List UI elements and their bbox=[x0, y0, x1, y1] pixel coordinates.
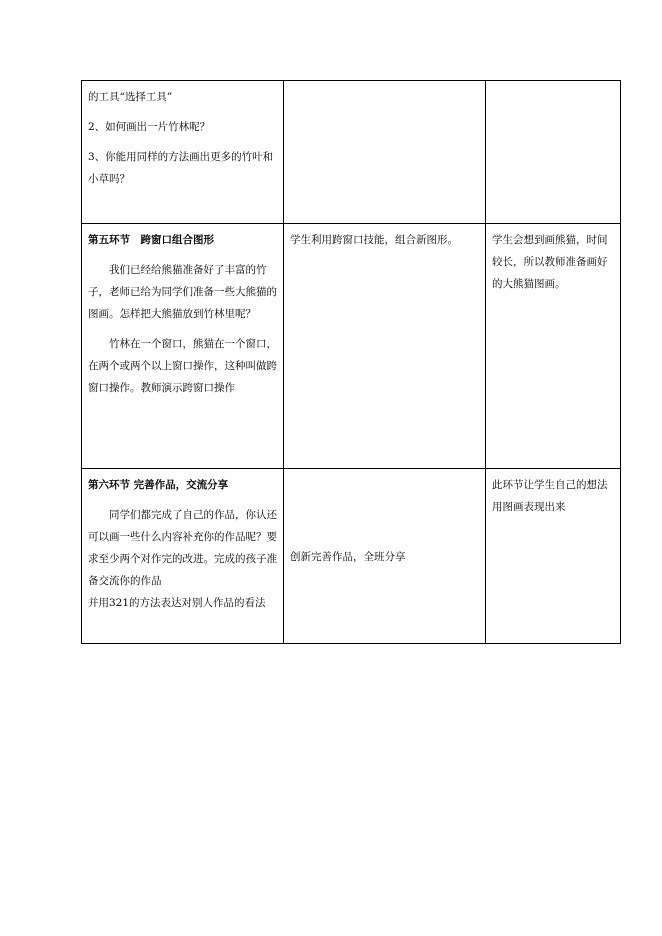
table-row bbox=[82, 224, 621, 469]
activity-cell bbox=[82, 469, 284, 644]
table-row bbox=[82, 469, 621, 644]
activity-cell bbox=[82, 224, 284, 469]
paragraph: 同学们都完成了自己的作品，你认还可以画一些什么内容补充你的作品呢？要求至少两个对作完的改进。完成的孩子准备交流你的作品 bbox=[88, 509, 277, 587]
activity-cell bbox=[82, 81, 284, 224]
student-activity-cell: 创新完善作品，全班分享 bbox=[284, 469, 486, 644]
paragraph: 并用321的方法表达对别人作品的看法 bbox=[88, 597, 266, 609]
paragraph: 我们已经给熊猫准备好了丰富的竹子，老师已给为同学们准备一些大熊猫的图画。怎样把大熊猫放到竹林里呢？ bbox=[88, 264, 277, 320]
design-intent-cell: 学生会想到画熊猫，时间较长，所以教师准备画好的大熊猫图画。 bbox=[486, 224, 621, 469]
lesson-plan-table bbox=[81, 80, 621, 644]
student-activity-cell bbox=[284, 81, 486, 224]
table-row bbox=[82, 81, 621, 224]
design-intent-cell: 此环节让学生自己的想法用图画表现出来 bbox=[486, 469, 621, 644]
section-heading: 第六环节 完善作品，交流分享 bbox=[88, 479, 229, 491]
design-intent-cell bbox=[486, 81, 621, 224]
text-line: 的工具“选择工具” bbox=[88, 91, 173, 103]
question-3: 3、你能用同样的方法画出更多的竹叶和小草吗？ bbox=[88, 151, 274, 185]
section-heading: 第五环节 跨窗口组合图形 bbox=[88, 234, 214, 246]
paragraph: 竹林在一个窗口，熊猫在一个窗口，在两个或两个以上窗口操作，这种叫做跨窗口操作。教师演示跨窗口操作 bbox=[88, 338, 277, 394]
student-activity-cell: 学生利用跨窗口技能，组合新图形。 bbox=[284, 224, 486, 469]
question-2: 2、如何画出一片竹林呢？ bbox=[88, 121, 211, 133]
